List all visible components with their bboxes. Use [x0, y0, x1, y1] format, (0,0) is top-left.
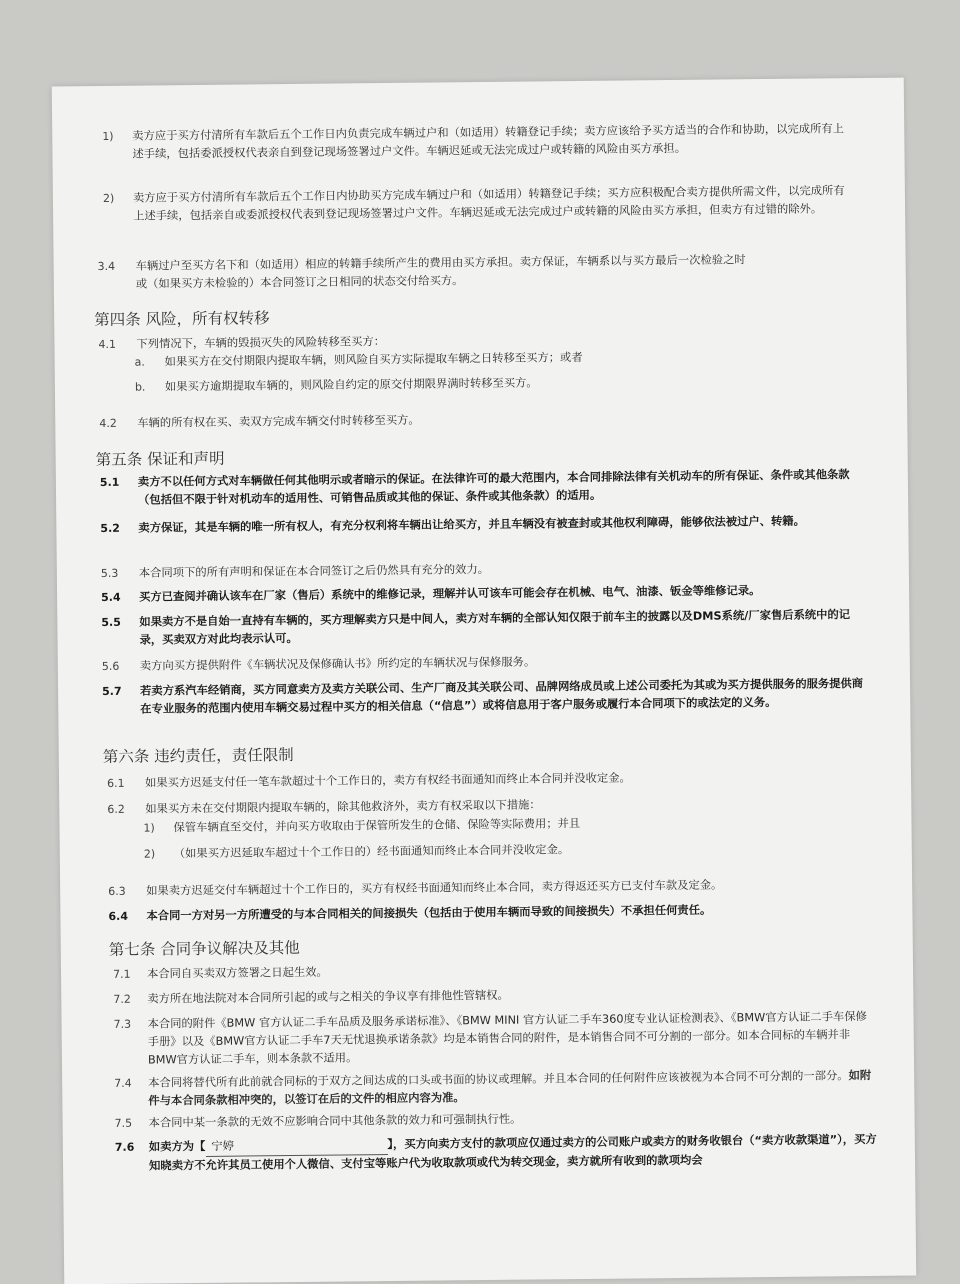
seller-name-field[interactable]: 宁婷: [205, 1136, 387, 1157]
clause-text: 卖方保证，其是车辆的唯一所有权人，有充分权利将车辆出让给买方，并且车辆没有被查封或其他权利障碍，能够依法被过户、转籍。: [138, 514, 805, 535]
clause-text: 如果买方未在交付期限内提取车辆的，除其他救济外，卖方有权采取以下措施：: [145, 798, 541, 816]
clause-5-7: [102, 675, 870, 719]
clause-number: 5.5: [101, 615, 121, 630]
section-title-4: 第四条 风险，所有权转移: [94, 309, 270, 330]
clause-number: 6.2: [107, 802, 125, 816]
clause-text: 本合同自买卖双方签署之日起生效。: [146, 965, 328, 981]
clause-number: 7.4: [114, 1076, 132, 1090]
clause-number: 7.6: [114, 1140, 135, 1154]
clause-text: 本合同的附件《BMW 官方认证二手车品质及服务承诺标准》、《BMW MINI 官方认证二手车360度专业认证检测表》、《BMW官方认证二手车保修手册》以及《BMW官方认证二手车7天无忧退换承诺条款》均是本销售合同的附件，是本销售合同不可分割的一部分。如本合同标的车辆并非BMW官方认证二手车，则本条款不适用。: [147, 1010, 867, 1067]
clause-7-6: [115, 1131, 879, 1176]
clause-text: 买方已查阅并确认该车在厂家（售后）系统中的维修记录，理解并认可该车可能会存在机械、电气、油漆、钣金等维修记录。: [139, 584, 761, 604]
item-number: 1): [102, 129, 114, 143]
clause-number: 5.6: [101, 659, 120, 674]
clause-number: 6.3: [108, 884, 126, 898]
clause-text: 如卖方为【: [148, 1139, 206, 1154]
clause-5-3: [101, 557, 869, 583]
clause-text: 车辆的所有权在买、卖双方完成车辆交付时转移至买方。: [137, 413, 420, 430]
section-title-7: 第七条 合同争议解决及其他: [108, 938, 300, 959]
clause-7-5: [115, 1107, 879, 1133]
clause-text: 本合同一方对另一方所遭受的与本合同相关的间接损失（包括由于使用车辆而导致的间接损失）不承担任何责任。: [146, 903, 712, 923]
section-title-6: 第六条 违约责任，责任限制: [102, 745, 294, 766]
clause-number: 7.2: [113, 992, 131, 1006]
clause-text: 如果卖方不是自始一直持有车辆的，买方理解卖方只是中间人，卖方对车辆的全部认知仅限于前车主的披露以及DMS系统/厂家售后系统中的记录，买卖双方对此均表示认可。: [139, 608, 851, 647]
clause-number: 6.1: [106, 776, 125, 790]
clause-text: 如果卖方迟延交付车辆超过十个工作日的，买方有权经书面通知而终止本合同，卖方得返还买方已支付车款及定金。: [146, 878, 723, 898]
clause-number: 7.5: [114, 1116, 133, 1130]
clause-text: 卖方应于买方付清所有车款后五个工作日内负责完成车辆过户和（如适用）转籍登记手续；卖方应该给予买方适当的合作和协助，以完成所有上述手续，包括委派授权代表亲自到登记现场签署过户文件。车辆迟延或无法完成过户或转籍的风险由买方承担。: [132, 122, 845, 161]
clause-5-2: [100, 512, 868, 538]
clause-number: 4.2: [99, 416, 117, 431]
clause-3-4: [98, 251, 756, 294]
clause-text: 保管车辆直至交付，并向买方收取由于保管所发生的仓储、保险等实际费用；并且: [173, 817, 581, 835]
item-letter: b.: [134, 380, 146, 394]
item-number: 2): [102, 191, 115, 205]
item-letter: a.: [134, 355, 145, 369]
clause-text: 卖方向买方提供附件《车辆状况及保修确认书》所约定的车辆状况与保修服务。: [139, 655, 536, 673]
clause-number: 3.4: [97, 259, 116, 274]
clause-7-3: [113, 1008, 878, 1070]
clause-number: 5.4: [101, 590, 121, 605]
contract-page: [52, 78, 916, 1284]
clause-text: 卖方所在地法院对本合同所引起的或与之相关的争议享有排他性管辖权。: [147, 988, 509, 1006]
clause-text: 本合同项下的所有声明和保证在本合同签订之后仍然具有充分的效力。: [138, 562, 490, 580]
clause-6-4: [108, 900, 866, 926]
clause-5-6: [102, 650, 870, 676]
clause-number: 4.1: [98, 337, 117, 352]
item-number: 2): [143, 847, 156, 861]
clause-item-1: [102, 120, 852, 164]
clause-5-5: [101, 606, 869, 650]
clause-7-4: [114, 1067, 878, 1111]
clause-text: 本合同将替代所有此前就合同标的于双方之间达成的口头或书面的协议或理解。并且本合同的任何附件应该被视为本合同不可分割的一部分。: [148, 1069, 849, 1090]
clause-7-2: [113, 983, 867, 1009]
clause-6-3: [108, 875, 866, 901]
clause-text: 如果买方逾期提取车辆的，则风险自约定的原交付期限界满时转移至买方。: [164, 376, 538, 394]
clause-item-2: [103, 182, 853, 226]
clause-text: 卖方应于买方付清所有车款后五个工作日内协助买方完成车辆过户和（如适用）转籍登记手续；买方应积极配合卖方提供所需文件，以完成所有上述手续，包括亲自或委派授权代表到登记现场签署过户文件。车辆迟延或无法完成过户或转籍的风险由买方承担，但卖方有过错的除外。: [132, 184, 845, 223]
clause-text: 如果买方迟延支付任一笔车款超过十个工作日的，卖方有权经书面通知而终止本合同并没收定金。: [144, 771, 631, 790]
clause-text: 如果买方在交付期限内提取车辆，则风险自买方实际提取车辆之日转移至买方；或者: [164, 350, 583, 369]
clause-number: 5.2: [100, 521, 120, 536]
section-title-5: 第五条 保证和声明: [95, 449, 225, 470]
clause-text-bold: 如附件与本合同条款相冲突的，以签订在后的文件的相应内容为准。: [148, 1068, 872, 1108]
clause-number: 6.4: [108, 909, 129, 923]
clause-number: 7.3: [113, 1017, 132, 1031]
clause-number: 7.1: [112, 967, 131, 981]
clause-text: 车辆过户至买方名下和（如适用）相应的转籍手续所产生的费用由买方承担。卖方保证，车辆系以与买方最后一次检验之时或（如果买方未检验的）本合同签订之日相同的状态交付给买方。: [135, 253, 746, 291]
clause-text: 本合同中某一条款的无效不应影响合同中其他条款的效力和可强制执行性。: [148, 1112, 522, 1130]
clause-4-2: [99, 407, 857, 433]
clause-6-2-2: [144, 838, 854, 863]
clause-number: 5.1: [99, 475, 120, 490]
clause-7-1: [113, 958, 867, 984]
clause-text: 卖方不以任何方式对车辆做任何其他明示或者暗示的保证。在法律许可的最大范围内，本合同排除法律有关机动车的所有保证、条件或其他条款（包括但不限于针对机动车的适用性、可销售品质或其他的保证、条件或其他条款）的适用。: [137, 468, 850, 507]
clause-text: 若卖方系汽车经销商，买方同意卖方及卖方关联公司、生产厂商及其关联公司、品牌网络成员或上述公司委托为其或为买方提供服务的服务提供商在专业服务的范围内使用车辆交易过程中买方的相关信息（“信息”）或将信息用于客户服务或履行本合同项下的或法定的义务。: [140, 677, 864, 716]
clause-6-1: [107, 767, 865, 793]
clause-5-4: [101, 581, 869, 607]
item-number: 1): [143, 821, 155, 835]
clause-number: 5.3: [100, 566, 119, 581]
clause-4-1-b: [135, 371, 845, 396]
clause-text: （如果买方迟延取车超过十个工作日的）经书面通知而终止本合同并没收定金。: [173, 843, 570, 861]
clause-text: 下列情况下，车辆的毁损灭失的风险转移至买方：: [136, 335, 386, 351]
clause-number: 5.7: [102, 684, 122, 698]
clause-text: 】，买方向卖方支付的款项应仅通过卖方的公司账户或卖方的财务收银台（“卖方收款渠道”），买方知晓卖方不允许其员工使用个人微信、支付宝等账户代为收取款项或代为转交现金，卖方就所有收到的款项均会: [148, 1132, 877, 1173]
clause-5-1: [100, 466, 868, 510]
